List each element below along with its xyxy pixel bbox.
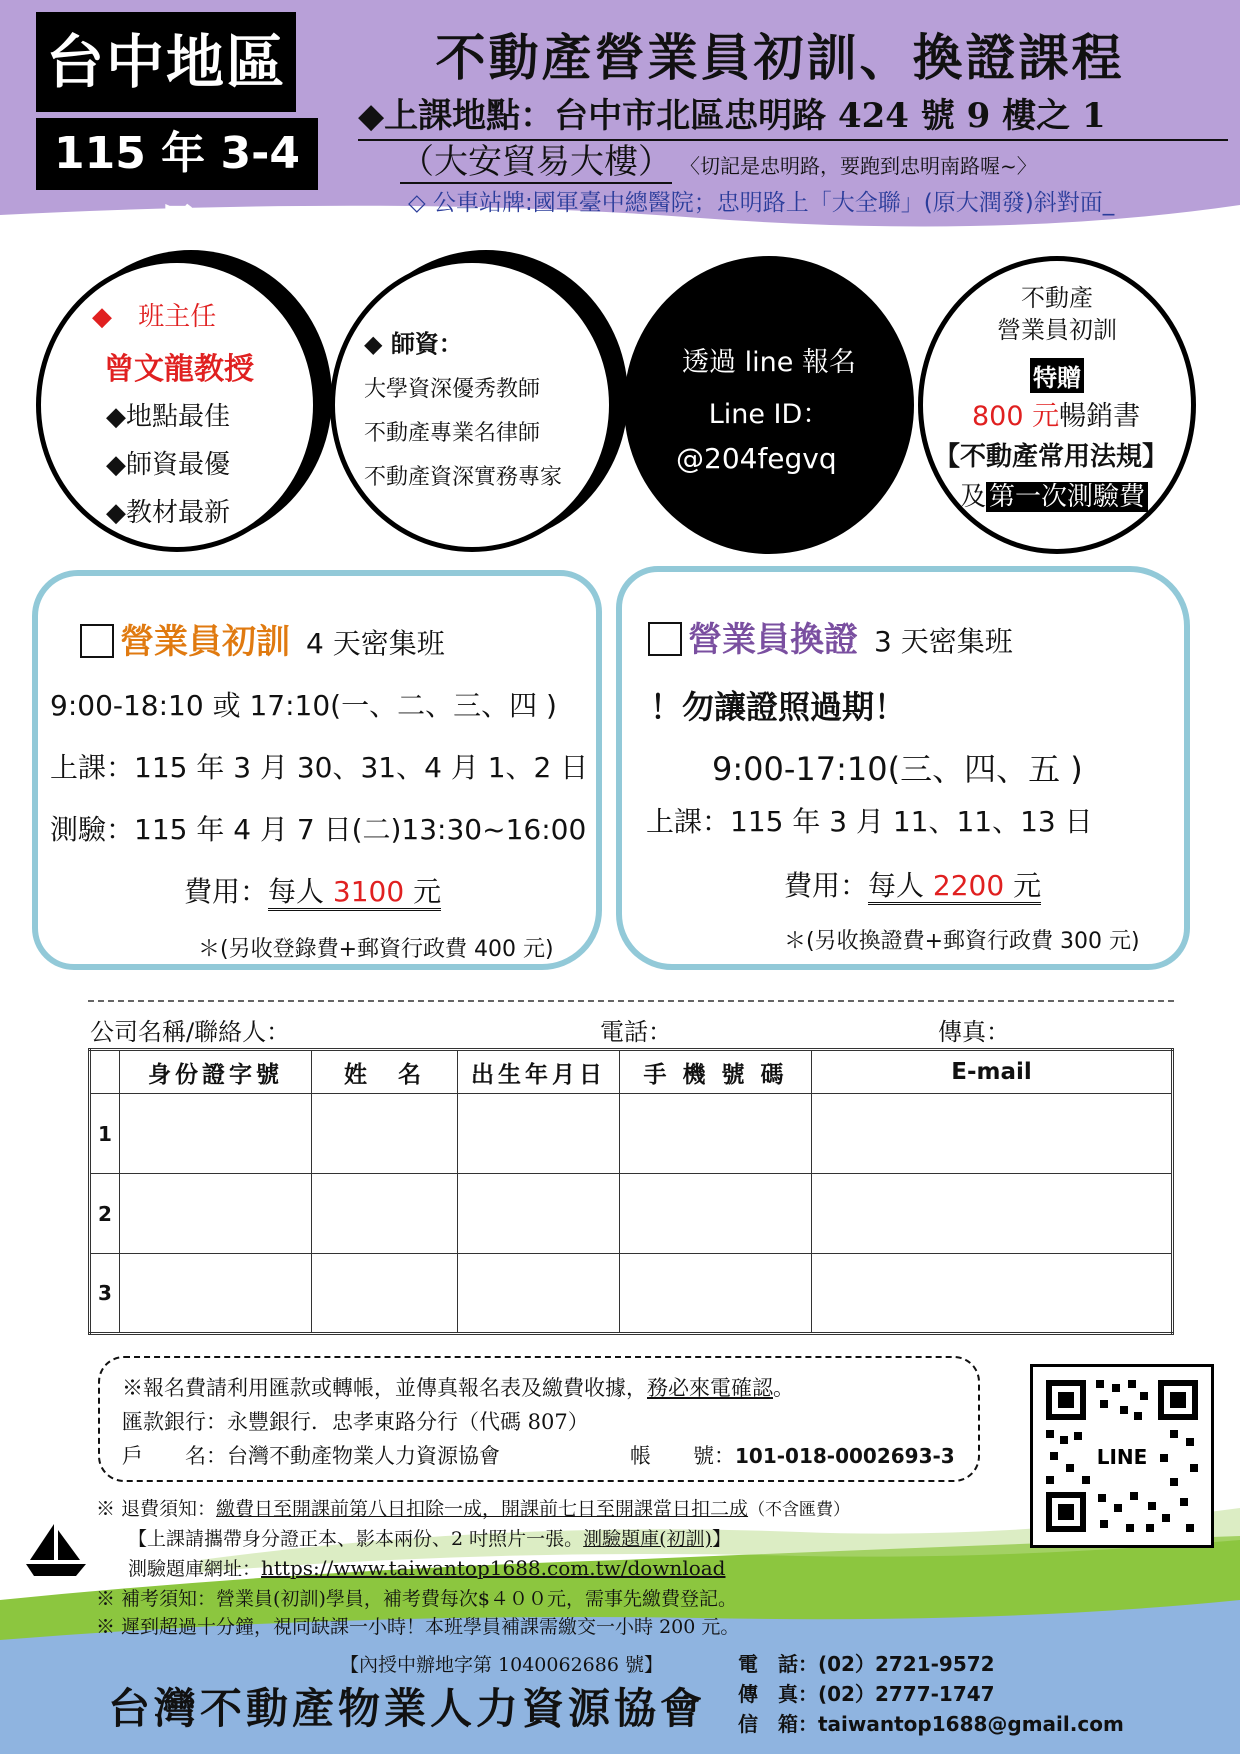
teachers-heading: ◆ 師資： — [364, 330, 463, 358]
course2-name: 營業員換證 — [688, 620, 858, 660]
feature-item: ◆教材最新 — [106, 498, 230, 528]
birthdate-cell[interactable] — [458, 1254, 620, 1334]
table-row — [90, 1174, 1173, 1254]
location-note: 〈切記是忠明路，要跑到忠明南路喔~〉 — [690, 154, 1037, 178]
gift-badge: 特贈 — [1030, 358, 1084, 393]
name-cell[interactable] — [312, 1094, 458, 1174]
course-month: 115 年 3-4 月 — [36, 118, 318, 190]
question-bank-link[interactable]: 測驗題庫(初訓) — [583, 1528, 712, 1550]
table-header-cell: E-mail — [812, 1050, 1173, 1094]
url-label: 測驗題庫網址： — [128, 1558, 262, 1580]
course1-dates: 上課：115 年 3 月 30、31、4 月 1、2 日 — [50, 751, 589, 784]
birthdate-cell[interactable] — [458, 1174, 620, 1254]
course2-warning: ！勿讓證照過期！ — [650, 688, 907, 726]
director-role: 班主任 — [138, 302, 217, 332]
email-cell[interactable] — [812, 1254, 1173, 1334]
course1-fee-unit: 元 — [404, 875, 442, 908]
course1-fee-prefix: 每人 — [268, 875, 333, 908]
contact-fax: 傳 真：(02）2777-1747 — [738, 1682, 995, 1706]
line-id-value: @204fegvq — [676, 442, 837, 475]
course1-exam: 測驗：115 年 4 月 7 日(二)13:30~16:00 — [50, 813, 587, 846]
line-id-label: Line ID： — [708, 399, 830, 430]
table-row — [90, 1254, 1173, 1334]
gift-price: 800 元 — [972, 401, 1060, 432]
course1-checkbox[interactable] — [80, 624, 114, 658]
mobile-cell[interactable] — [620, 1254, 812, 1334]
gift-price-line — [972, 394, 1140, 433]
payment-instruction-end: 。 — [773, 1376, 794, 1400]
course2-fee-label: 費用： — [784, 869, 869, 902]
course2-fee-prefix: 每人 — [868, 869, 933, 902]
teacher-item: 不動產資深實務專家 — [364, 465, 563, 490]
name-cell[interactable] — [312, 1254, 458, 1334]
email-cell[interactable] — [812, 1174, 1173, 1254]
id-number-cell[interactable] — [120, 1094, 312, 1174]
payment-confirm-emphasis: 務必來電確認 — [647, 1376, 773, 1400]
gift-fee-line — [960, 476, 1148, 513]
fax-label: 傳真： — [938, 1018, 1010, 1046]
late-notice: ※ 遲到超過十分鐘，視同缺課一小時！本班學員補課需繳交一小時 200 元。 — [96, 1616, 740, 1638]
mobile-cell[interactable] — [620, 1094, 812, 1174]
qr-code-icon[interactable] — [1030, 1364, 1214, 1548]
course2-fee-unit: 元 — [1004, 869, 1042, 902]
teacher-item: 大學資深優秀教師 — [364, 377, 541, 402]
course1-name: 營業員初訓 — [120, 622, 290, 662]
course1-time: 9:00-18:10 或 17:10(一、二、三、四 ) — [50, 689, 557, 722]
table-row — [90, 1094, 1173, 1174]
form-divider — [88, 1000, 1174, 1002]
gift-line2: 營業員初訓 — [997, 316, 1117, 344]
id-number-cell[interactable] — [120, 1254, 312, 1334]
row-number: 2 — [90, 1174, 120, 1254]
id-number-cell[interactable] — [120, 1174, 312, 1254]
birthdate-cell[interactable] — [458, 1094, 620, 1174]
refund-label: ※ 退費須知： — [96, 1498, 217, 1520]
contact-phone: 電 話：(02）2721-9572 — [738, 1652, 995, 1676]
location-building-line — [400, 134, 1037, 183]
account-name: 戶 名：台灣不動產物業人力資源協會 — [122, 1444, 500, 1468]
bring-notice — [128, 1524, 731, 1551]
gift-line1: 不動產 — [1021, 284, 1093, 312]
bring-end: 】 — [711, 1528, 731, 1550]
row-number: 1 — [90, 1094, 120, 1174]
course1-extra-fee: ＊(另收登錄費+郵資行政費 400 元) — [198, 937, 554, 962]
line-signup-text: 透過 line 報名 — [682, 347, 856, 378]
building-name: （大安貿易大樓） — [400, 142, 672, 182]
course2-fee — [784, 864, 1041, 904]
bring-text: 【上課請攜帶身分證正本、影本兩份、2 吋照片一張。 — [128, 1528, 584, 1550]
account-number-line — [630, 1440, 955, 1470]
circle-teachers — [330, 258, 614, 552]
question-bank-url-line — [128, 1554, 725, 1581]
table-header-cell: 身份證字號 — [120, 1050, 312, 1094]
gift-exam-fee: 第一次測驗費 — [986, 482, 1148, 512]
director-heading — [92, 296, 216, 333]
feature-item: ◆師資最優 — [106, 450, 230, 480]
course1-fee-label: 費用： — [184, 875, 269, 908]
location-address: ◆上課地點：台中市北區忠明路 424 號 9 樓之 1 — [358, 88, 1228, 141]
gift-and: 及 — [960, 482, 987, 512]
feature-item: ◆地點最佳 — [106, 402, 230, 432]
payment-instruction — [122, 1372, 794, 1402]
course1-fee-amount: 3100 — [332, 875, 405, 908]
question-bank-url[interactable]: https://www.taiwantop1688.com.tw/download — [261, 1556, 726, 1580]
course2-heading — [648, 612, 1013, 661]
refund-notice — [96, 1494, 850, 1521]
course2-fee-amount: 2200 — [932, 869, 1005, 902]
course1-heading — [80, 614, 445, 663]
course1-type: 4 天密集班 — [306, 627, 445, 660]
gift-price-suffix: 暢銷書 — [1059, 401, 1141, 432]
gift-book: 【不動產常用法規】 — [934, 442, 1169, 472]
qr-label: LINE — [1096, 1445, 1148, 1469]
course2-type: 3 天密集班 — [874, 625, 1013, 658]
account-number: 101-018-0002693-3 — [735, 1444, 955, 1468]
table-header-cell: 手 機 號 碼 — [620, 1050, 812, 1094]
company-label: 公司名稱/聯絡人： — [90, 1018, 291, 1046]
page-title: 不動產營業員初訓、換證課程 — [435, 29, 1125, 87]
refund-note: （不含匯費） — [748, 1500, 851, 1520]
contact-email[interactable]: 信 箱：taiwantop1688@gmail.com — [738, 1712, 1124, 1736]
course2-time: 9:00-17:10(三、四、五 ) — [712, 750, 1083, 788]
table-header-cell — [90, 1050, 120, 1094]
teacher-item: 不動產專業名律師 — [364, 421, 541, 446]
mobile-cell[interactable] — [620, 1174, 812, 1254]
organization-name: 台灣不動產物業人力資源協會 — [108, 1684, 707, 1733]
table-header-row — [90, 1050, 1173, 1094]
name-cell[interactable] — [312, 1174, 458, 1254]
license-number: 【內授中辦地字第 1040062686 號】 — [340, 1654, 663, 1676]
director-name: 曾文龍教授 — [104, 352, 254, 387]
row-number: 3 — [90, 1254, 120, 1334]
course1-fee — [184, 870, 441, 910]
phone-label: 電話： — [600, 1018, 672, 1046]
makeup-notice: ※ 補考須知：營業員(初訓)學員，補考費每次$４００元，需事先繳費登記。 — [96, 1588, 737, 1610]
registration-table — [88, 1048, 1174, 1335]
course2-dates: 上課：115 年 3 月 11、11、13 日 — [646, 805, 1093, 838]
region-title: 台中地區 — [36, 12, 296, 112]
account-number-label: 帳 號： — [630, 1444, 735, 1468]
email-cell[interactable] — [812, 1094, 1173, 1174]
course2-checkbox[interactable] — [648, 622, 682, 656]
bus-stop-info: ◇ 公車站牌:國軍臺中總醫院；忠明路上「大全聯」(原大潤發)斜對面_ — [408, 190, 1115, 216]
refund-text: 繳費日至開課前第八日扣除一成，開課前七日至開課當日扣二成 — [216, 1498, 749, 1520]
diamond-icon: ◆ — [92, 302, 112, 332]
sailboat-icon — [24, 1520, 88, 1580]
course2-extra-fee: ＊(另收換證費+郵資行政費 300 元) — [784, 929, 1140, 954]
table-header-cell: 出生年月日 — [458, 1050, 620, 1094]
bank-info: 匯款銀行：永豐銀行．忠孝東路分行（代碼 807） — [122, 1410, 589, 1434]
table-header-cell: 姓 名 — [312, 1050, 458, 1094]
payment-instruction-text: ※報名費請利用匯款或轉帳，並傳真報名表及繳費收據， — [122, 1376, 647, 1400]
